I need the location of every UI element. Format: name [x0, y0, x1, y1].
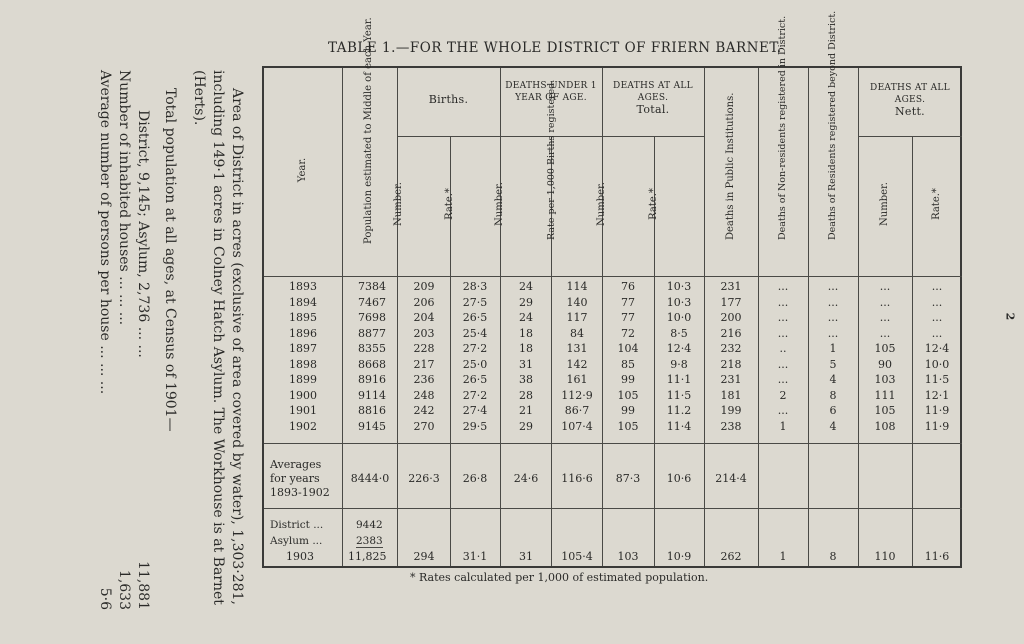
cell-b_rate: 25·4: [462, 326, 488, 340]
census-detail: District, 9,145; Asylum, 2,736 ... ...: [135, 110, 151, 358]
cell-pub: 216: [720, 326, 742, 340]
cell-pub: 200: [720, 311, 742, 324]
current-n_rate: 11·6: [924, 550, 950, 563]
cell-t_rate: 11·5: [666, 388, 692, 402]
cell-n_rate: 11·9: [924, 419, 950, 433]
cell-year: 1899: [289, 373, 317, 386]
cell-t_rate: 11·1: [666, 373, 692, 386]
avg-births-rate: 26·8: [462, 472, 488, 485]
cell-b_rate: 28·3: [462, 280, 488, 293]
cell-u_num: 38: [519, 373, 533, 386]
cell-year: 1902: [289, 419, 317, 433]
current-t_num: 103: [617, 550, 639, 563]
cell-n_num: 105: [874, 342, 896, 355]
cell-u_num: 18: [519, 342, 533, 355]
cell-b_rate: 27·2: [462, 342, 488, 355]
cell-b_num: 242: [413, 404, 435, 417]
cell-t_num: 77: [621, 295, 635, 309]
page-number: 2: [1003, 312, 1017, 321]
cell-t_num: 85: [621, 357, 635, 371]
cell-pop: 9114: [358, 388, 386, 402]
houses-label: Number of inhabited houses ... ... ...: [116, 70, 132, 326]
cell-year: 1901: [289, 404, 317, 417]
cell-n_num: ...: [879, 295, 891, 309]
cell-n_rate: ...: [931, 326, 943, 340]
cell-u_rate: 107·4: [561, 419, 593, 433]
cell-pop: 8877: [358, 326, 386, 340]
nett-number-header: Number.: [879, 182, 890, 226]
cell-u_rate: 140: [566, 295, 588, 309]
cell-t_num: 99: [621, 404, 635, 417]
cell-resb: 8: [829, 388, 837, 402]
cell-b_rate: 29·5: [462, 419, 488, 433]
cell-resb: ...: [827, 295, 839, 309]
cell-resb: 4: [829, 373, 837, 386]
cell-b_num: 248: [413, 388, 435, 402]
cell-pub: 177: [720, 295, 742, 309]
cell-pub: 238: [720, 419, 742, 433]
births-rate-header: Rate.*: [444, 188, 455, 220]
cell-pub: 218: [720, 357, 742, 371]
cell-b_num: 228: [413, 342, 435, 355]
cell-pop: 7384: [358, 280, 386, 293]
cell-pop: 8668: [358, 357, 386, 371]
public-institutions-header: Deaths in Public Institutions.: [725, 92, 736, 240]
under1-group-header: DEATHS UNDER 1 YEAR OF AGE.: [505, 81, 597, 103]
averages-label: Averages for years 1893-1902: [270, 458, 330, 499]
cell-u_rate: 161: [566, 373, 588, 386]
cell-nonres: 2: [779, 388, 787, 402]
cell-u_rate: 142: [566, 357, 588, 371]
cell-b_rate: 27·2: [462, 388, 488, 402]
cell-b_num: 203: [413, 326, 435, 340]
avg-total-number: 87·3: [615, 472, 641, 485]
cell-t_num: 77: [621, 311, 635, 324]
cell-t_rate: 10·3: [666, 280, 692, 293]
cell-resb: 6: [829, 404, 837, 417]
cell-pop: 8816: [358, 404, 386, 417]
nett-group-header: DEATHS AT ALL AGES. Nett.: [870, 83, 950, 118]
cell-t_num: 76: [621, 280, 635, 293]
total-group-header: DEATHS AT ALL AGES. Total.: [613, 81, 693, 116]
cell-resb: ...: [827, 280, 839, 293]
cell-nonres: ...: [777, 357, 789, 371]
cell-b_num: 209: [413, 280, 435, 293]
non-residents-header: Deaths of Non-residents registered in District.: [777, 15, 788, 240]
cell-pub: 199: [720, 404, 742, 417]
cell-b_num: 270: [413, 419, 435, 433]
area-note: Area of District in acres (exclusive of area covered by water), 1,303·281, including 149·1 acres in Colney Hatch Asylum. The Workhouse is at Barnet (Herts).: [191, 70, 245, 605]
cell-b_rate: 27·5: [462, 295, 488, 309]
cell-n_num: ...: [879, 326, 891, 340]
cell-resb: ...: [827, 326, 839, 340]
cell-n_num: 103: [874, 373, 896, 386]
cell-pop: 7467: [358, 295, 386, 309]
cell-u_num: 24: [519, 311, 533, 324]
births-number-header: Number.: [393, 182, 404, 226]
cell-u_num: 31: [519, 357, 533, 371]
asylum-label: Asylum ...: [270, 535, 323, 547]
cell-n_num: ...: [879, 280, 891, 293]
births-group-header: Births.: [428, 93, 469, 106]
avg-public-inst: 214·4: [715, 472, 747, 485]
cell-t_rate: 8·5: [670, 326, 688, 340]
avg-births-number: 226·3: [408, 472, 440, 485]
cell-resb: 1: [829, 342, 837, 355]
cell-resb: ...: [827, 311, 839, 324]
footnote: * Rates calculated per 1,000 of estimated population.: [410, 571, 709, 584]
cell-b_num: 217: [413, 357, 435, 371]
cell-pub: 181: [720, 388, 742, 402]
current-n_num: 110: [874, 550, 896, 563]
district-population: 9442: [356, 519, 383, 531]
cell-t_rate: 9·8: [670, 357, 688, 371]
current-nonres: 1: [779, 550, 787, 563]
current-year: 1903: [286, 550, 314, 563]
current-b_num: 294: [413, 550, 435, 563]
census-value: 11,881: [135, 561, 151, 610]
residents-beyond-header: Deaths of Residents registered beyond District.: [827, 10, 838, 240]
current-u_num: 31: [519, 550, 533, 563]
cell-year: 1894: [289, 295, 317, 309]
cell-b_num: 206: [413, 295, 435, 309]
cell-nonres: ...: [777, 280, 789, 293]
cell-pop: 9145: [358, 419, 386, 433]
cell-t_rate: 10·0: [666, 311, 692, 324]
cell-nonres: ...: [777, 326, 789, 340]
table-title: TABLE 1.—FOR THE WHOLE DISTRICT OF FRIERN BARNET.: [328, 40, 782, 56]
current-pub: 262: [720, 550, 742, 563]
avg-total-rate: 10·6: [666, 472, 692, 485]
cell-t_rate: 12·4: [666, 342, 692, 355]
cell-n_num: 108: [874, 419, 896, 433]
current-t_rate: 10·9: [666, 550, 692, 563]
cell-year: 1900: [289, 388, 317, 402]
year-header: Year.: [297, 157, 308, 183]
cell-nonres: ...: [777, 311, 789, 324]
cell-nonres: 1: [779, 419, 787, 433]
cell-u_num: 28: [519, 388, 533, 402]
cell-year: 1896: [289, 326, 317, 340]
cell-year: 1895: [289, 311, 317, 324]
under1-number-header: Number.: [494, 182, 505, 226]
cell-u_num: 21: [519, 404, 533, 417]
current-b_rate: 31·1: [462, 550, 488, 563]
total-rate-header: Rate.*: [648, 188, 659, 220]
cell-t_num: 99: [621, 373, 635, 386]
cell-u_num: 29: [519, 419, 533, 433]
cell-n_num: ...: [879, 311, 891, 324]
cell-t_rate: 11·4: [666, 419, 692, 433]
cell-t_num: 105: [617, 388, 639, 402]
cell-year: 1898: [289, 357, 317, 371]
current-u_rate: 105·4: [561, 550, 593, 563]
cell-u_rate: 112·9: [561, 388, 593, 402]
cell-b_rate: 26·5: [462, 373, 488, 386]
cell-u_num: 18: [519, 326, 533, 340]
avg-population: 8444·0: [350, 472, 390, 485]
current-population: 11,825: [348, 550, 387, 563]
cell-n_rate: 12·4: [924, 342, 950, 355]
cell-pop: 8916: [358, 373, 386, 386]
persons-value: 5·6: [97, 587, 113, 610]
cell-n_rate: ...: [931, 280, 943, 293]
avg-under1-rate: 116·6: [561, 472, 593, 485]
cell-pub: 232: [720, 342, 742, 355]
cell-resb: 4: [829, 419, 837, 433]
cell-year: 1893: [289, 280, 317, 293]
under1-rate-header: Rate per 1,000 Births registered.: [546, 79, 557, 240]
population-header: Population estimated to Middle of each Year.: [363, 17, 374, 244]
cell-nonres: ...: [777, 295, 789, 309]
cell-nonres: ...: [777, 373, 789, 386]
cell-n_num: 105: [874, 404, 896, 417]
cell-nonres: ..: [779, 342, 787, 355]
asylum-population: 2383: [356, 535, 383, 547]
cell-n_rate: 12·1: [924, 388, 950, 402]
cell-pub: 231: [720, 373, 742, 386]
cell-nonres: ...: [777, 404, 789, 417]
cell-b_rate: 25·0: [462, 357, 488, 371]
cell-t_num: 105: [617, 419, 639, 433]
cell-u_rate: 117: [566, 311, 588, 324]
cell-t_num: 72: [621, 326, 635, 340]
cell-b_rate: 27·4: [462, 404, 488, 417]
persons-label: Average number of persons per house ... ... ...: [97, 70, 113, 395]
cell-resb: 5: [829, 357, 837, 371]
cell-pop: 8355: [358, 342, 386, 355]
cell-year: 1897: [289, 342, 317, 355]
avg-under1-number: 24·6: [513, 472, 539, 485]
cell-t_num: 104: [617, 342, 639, 355]
cell-n_num: 90: [878, 357, 892, 371]
houses-value: 1,633: [116, 569, 132, 610]
cell-n_rate: 10·0: [924, 357, 950, 371]
cell-u_num: 24: [519, 280, 533, 293]
census-note: Total population at all ages, at Census of 1901—: [162, 88, 178, 432]
cell-t_rate: 11.2: [666, 404, 692, 417]
cell-u_num: 29: [519, 295, 533, 309]
cell-u_rate: 84: [570, 326, 584, 340]
district-label: District ...: [270, 519, 324, 531]
cell-u_rate: 131: [566, 342, 588, 355]
total-number-header: Number.: [596, 182, 607, 226]
cell-b_num: 204: [413, 311, 435, 324]
cell-pop: 7698: [358, 311, 386, 324]
cell-n_rate: ...: [931, 295, 943, 309]
cell-b_rate: 26·5: [462, 311, 488, 324]
cell-t_rate: 10·3: [666, 295, 692, 309]
cell-n_rate: ...: [931, 311, 943, 324]
nett-rate-header: Rate.*: [931, 188, 942, 220]
current-resb: 8: [829, 550, 837, 563]
cell-n_rate: 11·9: [924, 404, 950, 417]
cell-n_rate: 11·5: [924, 373, 950, 386]
cell-n_num: 111: [874, 388, 896, 402]
cell-u_rate: 86·7: [564, 404, 590, 417]
cell-pub: 231: [720, 280, 742, 293]
cell-b_num: 236: [413, 373, 435, 386]
cell-u_rate: 114: [566, 280, 588, 293]
